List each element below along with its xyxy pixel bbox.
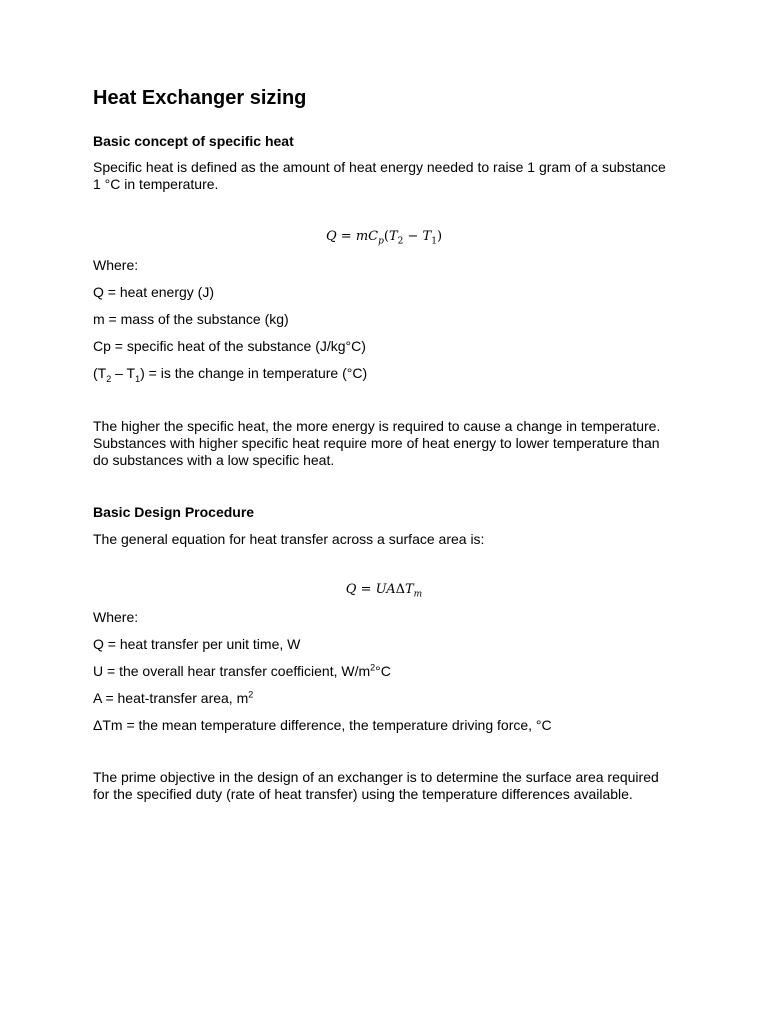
eq-sub-2: 2 [397,236,404,247]
eq-m: m [355,229,369,244]
def-q-heat-transfer: Q = heat transfer per unit time, W [93,636,301,652]
eq2-q: Q [345,582,357,597]
paragraph-objective-line-2: for the specified duty (rate of heat transfer) using the temperature differences available. [93,786,633,802]
eq-c: C [368,229,379,244]
def-u-coefficient: U = the overall hear transfer coefficient, $W/m^2^\circ C$ [93,662,391,679]
eq-q: Q [325,229,337,244]
paragraph-specific-heat-line-2: Substances with higher specific heat require more of heat energy to lower temperature than [93,435,660,451]
def-m-mass: m = mass of the substance (kg) [93,311,289,327]
section-heading-specific-heat: Basic concept of specific heat [93,133,294,149]
section-heading-design-procedure: Basic Design Procedure [93,504,255,520]
eq-minus: − [403,229,423,244]
paragraph-objective-line-1: The prime objective in the design of an exchanger is to determine the surface area required [93,769,659,785]
intro-line-2: 1 °C in temperature. [93,176,219,192]
eq2-u: U [375,582,387,597]
paragraph-specific-heat-line-3: do substances with a low specific heat. [93,452,335,468]
specific-heat-equation [0,229,768,247]
def-q-heat-energy: Q = heat energy (J) [93,284,215,300]
eq2-sub-m: m [413,589,423,600]
eq-equals: = [336,229,356,244]
where-label-2: Where: [93,609,139,625]
def-a-area: A = heat-transfer area, $m^2$ [93,689,254,706]
design-intro: The general equation for heat transfer across a surface area is: [93,531,485,547]
eq-t1: T [422,229,432,244]
paragraph-specific-heat-line-1: The higher the specific heat, the more energy is required to cause a change in temperature. [93,418,661,434]
eq-sub-1: 1 [431,236,437,247]
def-cp-specific-heat: Cp = specific heat of the substance (J/kg°C) [93,338,366,354]
eq-open-paren: ( [383,229,389,244]
eq2-a: A [386,582,396,597]
eq2-equals: = [356,582,376,597]
eq-t2: T [388,229,398,244]
eq2-delta: Δ [395,582,405,597]
page-title: Heat Exchanger sizing [93,87,307,109]
eq2-t: T [404,582,414,597]
eq-close-paren: ) [436,229,443,244]
where-label-1: Where: [93,257,139,273]
intro-line-1: Specific heat is defined as the amount of heat energy needed to raise 1 gram of a substance [93,159,666,175]
def-delta-tm: ΔTm = the mean temperature difference, the temperature driving force, °C [93,717,552,733]
heat-transfer-equation [0,582,768,600]
eq-sub-p: p [378,236,384,247]
def-temperature-change: $(T_2 - T_1)$ = is the change in temperature (°C) [93,365,368,384]
